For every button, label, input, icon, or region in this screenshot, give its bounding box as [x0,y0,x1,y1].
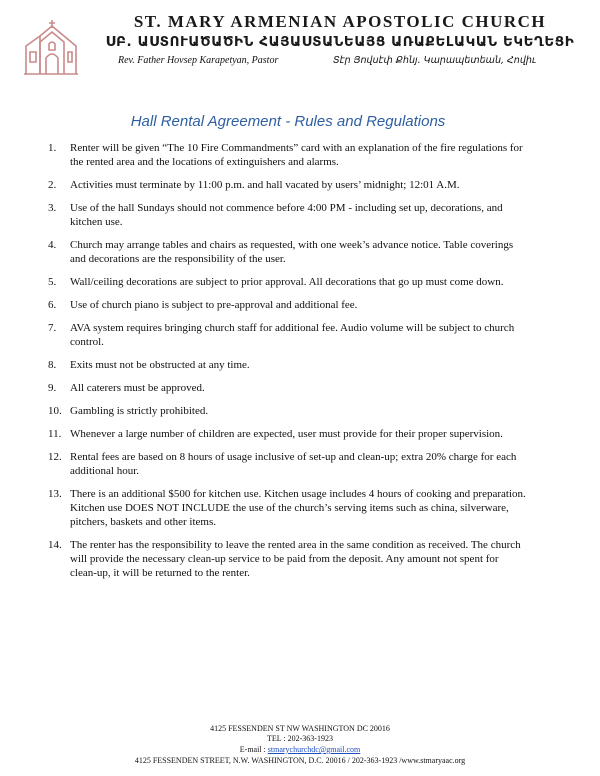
rule-item [48,201,528,229]
rule-text: All caterers must be approved. [70,382,205,394]
rule-text: The renter has the responsibility to leave the rented area in the same condition as received. The church will provide the necessary clean-up service to be paid from the deposit. Any amount not spent for clean-up, it will be returned to the renter. [70,539,521,579]
rule-item [48,321,528,349]
rule-number: 5. [48,276,57,288]
rule-item [48,450,528,478]
rule-item [48,238,528,266]
rule-number: 7. [48,322,57,334]
rule-number: 14. [48,539,62,551]
rule-number: 4. [48,239,57,251]
footer-bottom-line: 4125 FESSENDEN STREET, N.W. WASHINGTON, D.C. 20016 / 202-363-1923 /www.stmaryaac.org [134,756,466,765]
rule-text: Renter will be given “The 10 Fire Commandments” card with an explanation of the fire regulations for the rented area and the locations of extinguishers and alarms. [70,142,523,168]
church-name: ST. MARY ARMENIAN APOSTOLIC CHURCH [133,12,547,31]
rule-text: Use of the hall Sundays should not commence before 4:00 PM - including set up, decorations, and kitchen use. [70,202,503,228]
rule-number: 6. [48,299,57,311]
rule-number: 12. [48,451,62,463]
footer-tel: TEL : 202-363-1923 [267,734,333,743]
rule-item [48,275,528,289]
rule-number: 11. [48,428,62,440]
footer-email [0,745,600,754]
rule-item [48,404,528,418]
email-link[interactable]: stmarychurchdc@gmail.com [267,745,361,754]
pastor-armenian: Տէր Յովսէփ Քհնյ. Կարապետեան, Հովիւ [332,55,536,66]
rule-item [48,538,528,580]
church-logo-icon [22,18,80,78]
rule-item [48,141,528,169]
rule-text: There is an additional $500 for kitchen use. Kitchen usage includes 4 hours of cooking and preparation. Kitchen use DOES NOT INCLUDE the use of the church’s serving items such as china, silverware, pitchers, baskets and other items. [70,488,526,528]
rule-text: Church may arrange tables and chairs as requested, with one week’s advance notice. Table coverings and decorations are the responsibility of the user. [70,239,514,265]
rule-text: Whenever a large number of children are expected, user must provide for their proper supervision. [70,428,503,440]
rule-text: Wall/ceiling decorations are subject to prior approval. All decorations that go up must come down. [70,276,504,288]
rule-number: 13. [48,488,62,500]
rule-item [48,178,528,192]
rule-item [48,427,528,441]
rule-text: Gambling is strictly prohibited. [70,405,209,417]
footer-email-label: E-mail : [239,745,268,754]
rule-text: Rental fees are based on 8 hours of usage inclusive of set-up and clean-up; extra 20% charge for each additional hour. [70,451,517,477]
rule-number: 8. [48,359,57,371]
pastor-english: Rev. Father Hovsep Karapetyan, Pastor [118,55,279,66]
rule-item [48,358,528,372]
rules-list [48,141,528,589]
rule-item [48,487,528,529]
document-title: Hall Rental Agreement - Rules and Regulations [130,113,446,130]
rule-item [48,381,528,395]
footer-address: 4125 FESSENDEN ST NW WASHINGTON DC 20016 [210,724,390,733]
rule-text: Exits must not be obstructed at any time. [70,359,250,371]
rule-text: AVA system requires bringing church staff for additional fee. Audio volume will be subject to church control. [70,322,515,348]
rule-text: Activities must terminate by 11:00 p.m. and hall vacated by users’ midnight; 12:01 A.M. [70,179,460,191]
rule-number: 1. [48,142,57,154]
rule-number: 2. [48,179,57,191]
rule-number: 9. [48,382,57,394]
rule-text: Use of church piano is subject to pre-approval and additional fee. [70,299,358,311]
rule-item [48,298,528,312]
church-name-armenian: ՍԲ. ԱՍՏՈՒԱԾԱԾԻՆ ՀԱՅԱՍՏԱՆԵԱՅՑ ԱՌԱՔԵԼԱԿԱՆ ԵԿԵՂԵՑԻ [105,34,575,50]
rule-number: 3. [48,202,57,214]
rule-number: 10. [48,405,62,417]
